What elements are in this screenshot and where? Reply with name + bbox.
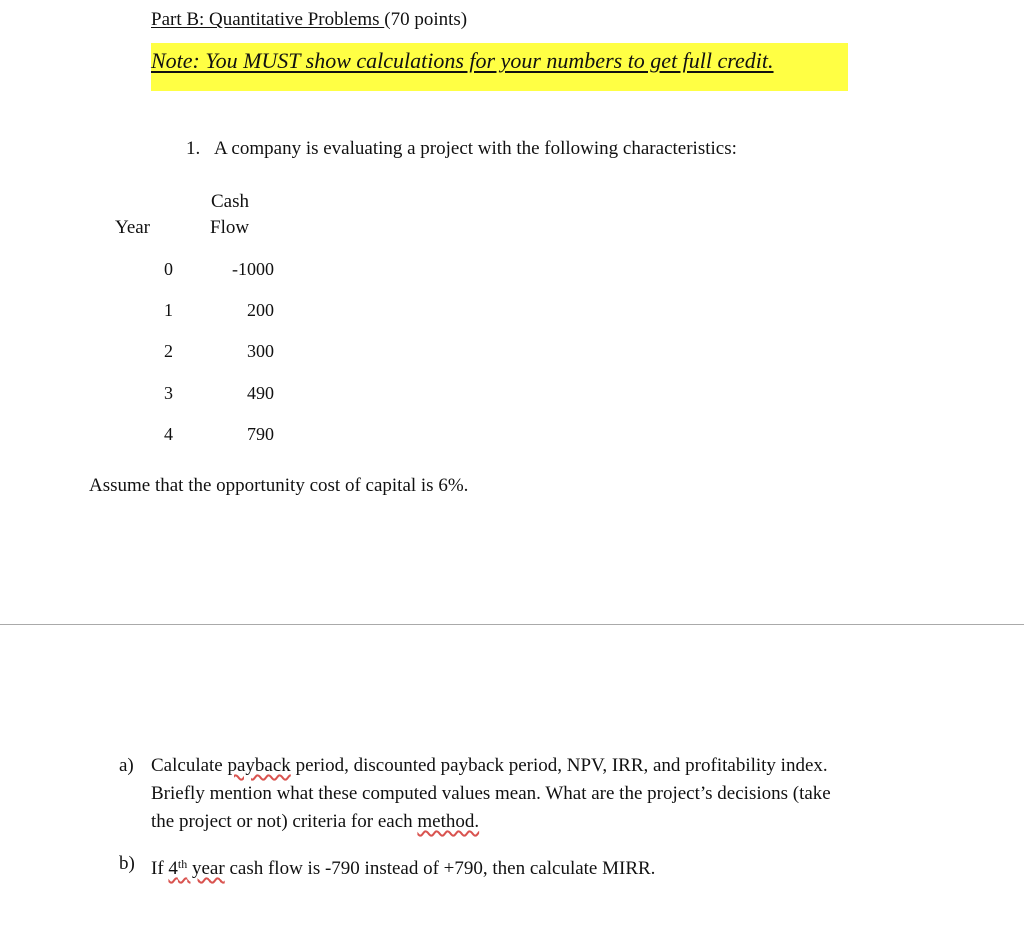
part-a-line-3-start: the project or not) criteria for each (151, 811, 418, 832)
col-header-year: Year (115, 217, 151, 238)
part-title-main: Part B: Quantitative Problems (151, 9, 385, 30)
table-cell-cashflow: 300 (247, 341, 274, 361)
question-text: A company is evaluating a project with the following characteristics: (214, 138, 737, 159)
table-cell-year: 0 (164, 259, 173, 279)
table-cell-cashflow: 490 (247, 383, 274, 403)
page-divider (0, 624, 1024, 625)
table-cell-year: 3 (164, 383, 173, 403)
part-a-line-1-end: period, discounted payback period, NPV, IRR, and profitability index. (290, 755, 828, 776)
part-a-line-1-start: Calculate (151, 755, 228, 776)
part-a-line-2: Briefly mention what these computed values mean. What are the project’s decisions (take (151, 783, 831, 804)
year-number: 4 (168, 858, 178, 879)
col-header-cash: Cash (211, 191, 249, 212)
table-cell-year: 2 (164, 341, 173, 361)
part-b-label: b) (119, 853, 135, 874)
part-title-points: (70 points) (384, 9, 468, 30)
spellcheck-mark: payback (227, 755, 291, 776)
part-a-line-3 (151, 808, 831, 836)
part-a-label: a) (119, 755, 134, 776)
table-cell-cashflow: -1000 (232, 259, 274, 279)
table-cell-cashflow: 200 (247, 300, 274, 320)
year-word: year (187, 858, 225, 879)
assumption-text: Assume that the opportunity cost of capital is 6%. (89, 475, 469, 496)
part-a-line-1 (151, 752, 831, 780)
table-cell-year: 1 (164, 300, 173, 320)
question-1 (186, 138, 737, 160)
note-text: Note: You MUST show calculations for your numbers to get full credit. (151, 48, 774, 73)
ordinal-suffix: th (177, 857, 188, 871)
question-number: 1. (186, 138, 201, 159)
part-b-text (151, 850, 655, 883)
spellcheck-mark: method. (417, 811, 480, 832)
part-b-start: If (151, 858, 169, 879)
col-header-flow: Flow (210, 217, 250, 238)
spellcheck-mark (168, 858, 224, 879)
table-cell-cashflow: 790 (247, 424, 274, 444)
part-title (151, 9, 467, 31)
table-cell-year: 4 (164, 424, 173, 444)
part-b-end: cash flow is -790 instead of +790, then calculate MIRR. (224, 858, 656, 879)
